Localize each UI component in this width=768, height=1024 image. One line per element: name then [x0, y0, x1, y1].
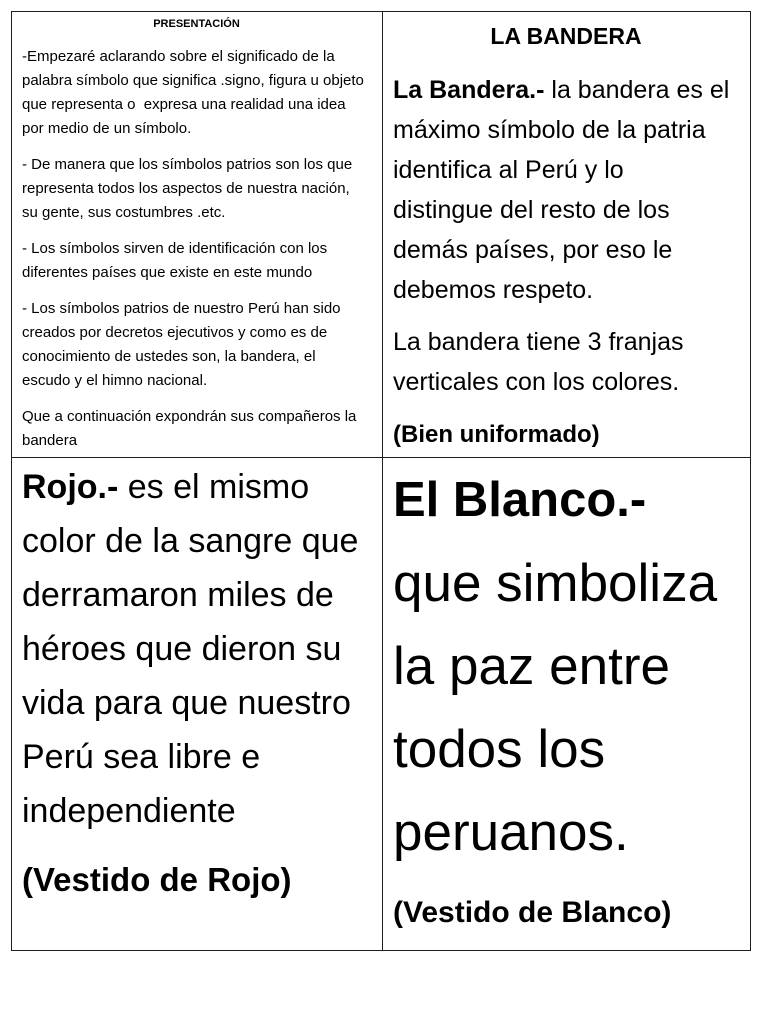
rojo-term: Rojo.-	[22, 468, 119, 506]
text-line: su gente, sus costumbres .etc.	[22, 204, 226, 221]
text-line: diferentes países que existe en este mundo	[22, 264, 313, 281]
la-bandera-paragraph-1	[393, 70, 729, 310]
la-bandera-paragraph-2	[393, 322, 729, 402]
text-line: conocimiento de ustedes son, la bandera, el	[22, 348, 316, 365]
text-line: independiente	[22, 792, 236, 830]
cell-rojo	[11, 457, 382, 950]
text-line	[393, 70, 729, 110]
text-line: escudo y el himno nacional.	[22, 372, 208, 389]
text-line: palabra símbolo que significa .signo, figura u objeto	[22, 72, 364, 89]
la-bandera-note: (Bien uniformado)	[393, 421, 600, 448]
text-line: representa todos los aspectos de nuestra nación,	[22, 180, 350, 197]
text-line: demás países, por eso le	[393, 236, 673, 264]
text-line: que simboliza	[393, 554, 718, 613]
presentacion-paragraph-3	[22, 237, 364, 285]
text-line: por medio de un símbolo.	[22, 120, 192, 137]
text-line: todos los	[393, 720, 606, 779]
text-line: héroes que dieron su	[22, 630, 342, 668]
text-fragment: es el mismo	[127, 468, 310, 506]
text-line: Perú sea libre e	[22, 738, 261, 776]
text-line: bandera	[22, 432, 78, 449]
text-line: máximo símbolo de la patria	[393, 116, 706, 144]
text-line: que representa o expresa una realidad una idea	[22, 96, 346, 113]
la-bandera-term: La Bandera.-	[393, 76, 545, 104]
text-line: verticales con los colores.	[393, 368, 680, 396]
presentacion-paragraph-4	[22, 297, 364, 393]
text-line: debemos respeto.	[393, 276, 594, 304]
text-line: La bandera tiene 3 franjas	[393, 328, 684, 356]
cell-presentacion	[11, 11, 382, 457]
la-bandera-body	[393, 70, 729, 452]
blanco-note: (Vestido de Blanco)	[393, 896, 672, 929]
text-line: creados por decretos ejecutivos y como es de	[22, 324, 328, 341]
text-line: - Los símbolos sirven de identificación con los	[22, 240, 328, 257]
text-line: identifica al Perú y lo	[393, 156, 624, 184]
text-line: peruanos.	[393, 803, 629, 862]
text-line	[22, 460, 358, 514]
text-fragment: la bandera es el	[551, 76, 730, 104]
presentacion-paragraph-5	[22, 405, 364, 453]
la-bandera-heading: LA BANDERA	[490, 23, 642, 49]
text-line: vida para que nuestro	[22, 684, 351, 722]
presentacion-heading: PRESENTACIÓN	[153, 18, 240, 30]
cell-la-bandera	[382, 11, 750, 457]
text-line: -Empezaré aclarando sobre el significado de la	[22, 48, 335, 65]
text-line: color de la sangre que	[22, 522, 359, 560]
text-line: distingue del resto de los	[393, 196, 670, 224]
text-line: - De manera que los símbolos patrios son los que	[22, 156, 353, 173]
text-line: Que a continuación expondrán sus compañeros la	[22, 408, 357, 425]
presentacion-paragraph-1	[22, 45, 364, 141]
rojo-body	[22, 460, 358, 902]
blanco-term: El Blanco.-	[393, 473, 647, 527]
presentacion-body	[22, 45, 364, 457]
cell-blanco	[382, 457, 750, 950]
rojo-note: (Vestido de Rojo)	[22, 861, 292, 898]
text-line: - Los símbolos patrios de nuestro Perú han sido	[22, 300, 341, 317]
text-line: derramaron miles de	[22, 576, 334, 614]
blanco-body	[393, 459, 717, 933]
text-line: la paz entre	[393, 637, 670, 696]
presentacion-paragraph-2	[22, 153, 364, 225]
